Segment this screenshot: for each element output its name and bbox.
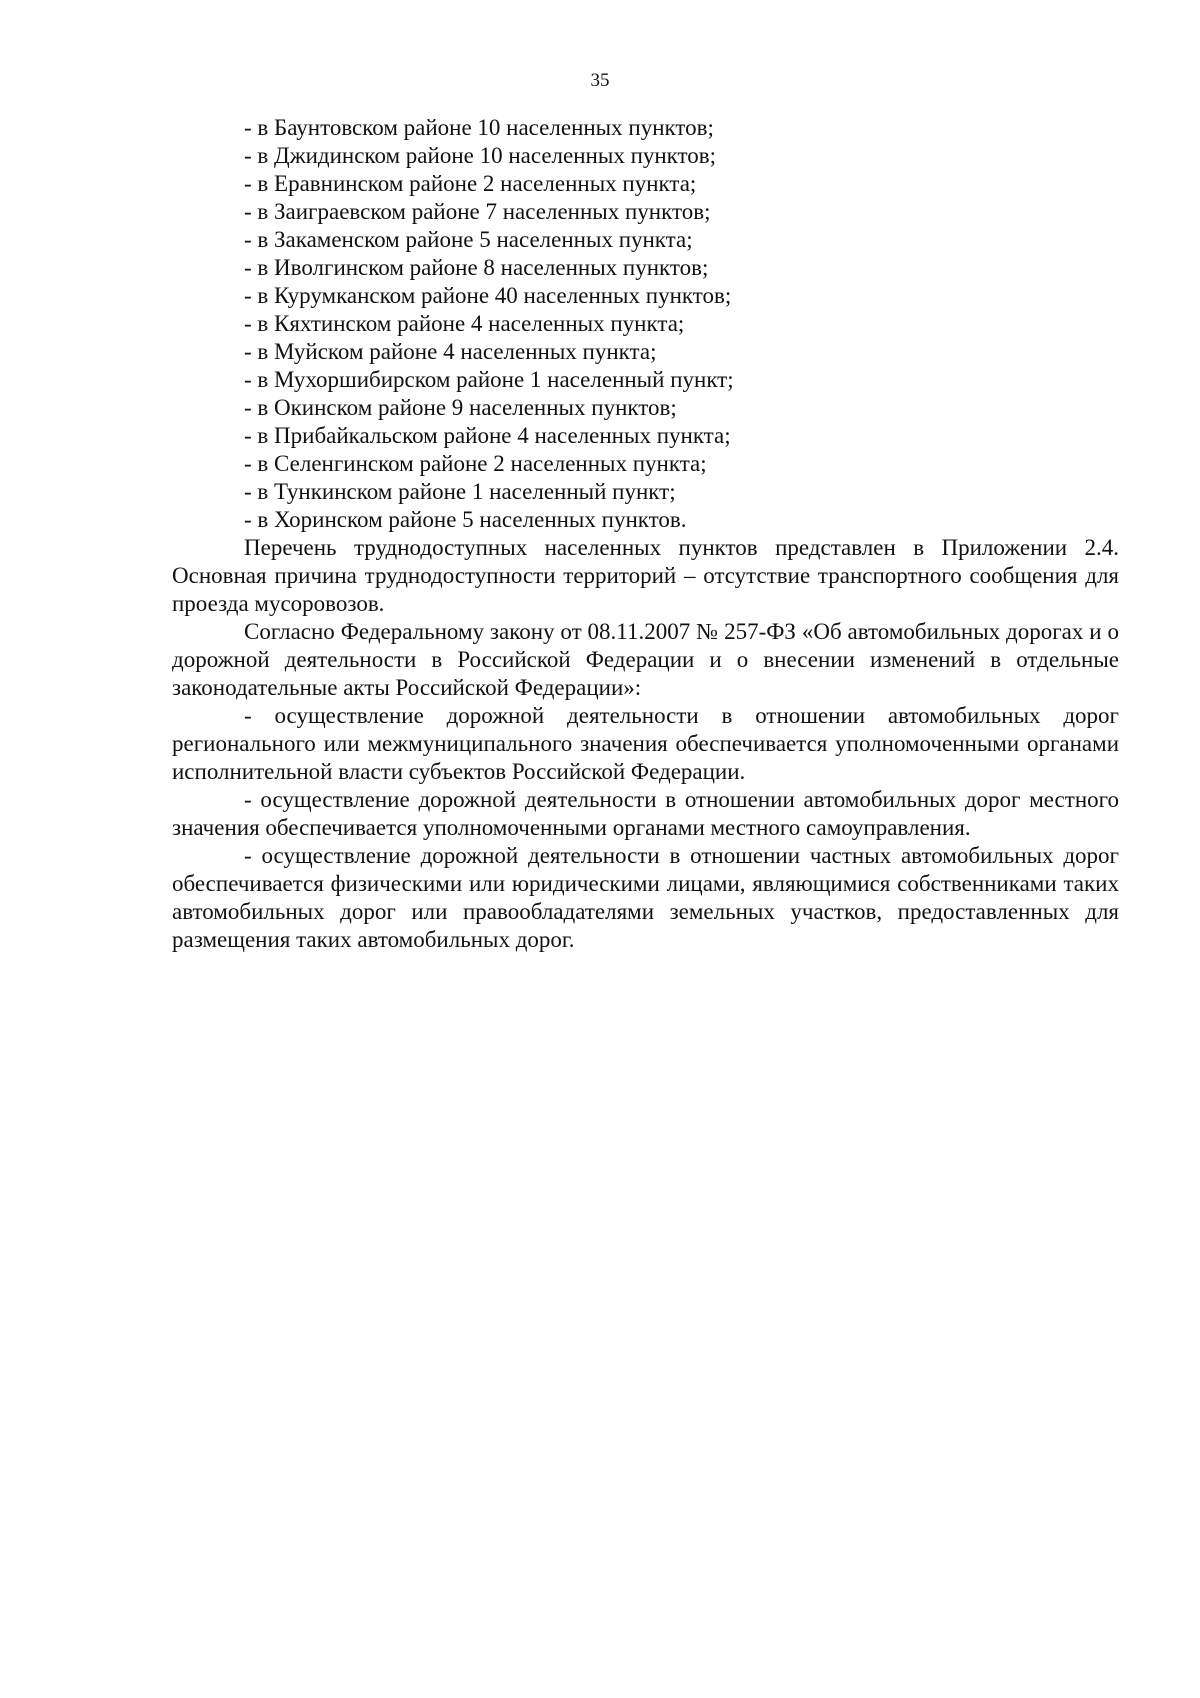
page-number: 35: [590, 70, 610, 91]
list-item: - в Муйском районе 4 населенных пункта;: [244, 339, 657, 364]
list-item: - в Еравнинском районе 2 населенных пункта;: [244, 171, 697, 196]
list-item: - в Заиграевском районе 7 населенных пунктов;: [244, 199, 711, 224]
paragraph-hard-to-reach: Перечень труднодоступных населенных пунктов представлен в Приложении 2.4. Основная причина труднодоступности территорий – отсутствие транспортного сообщения для проезда мусоровозов.: [172, 535, 1119, 616]
list-item: - в Тункинском районе 1 населенный пункт;: [244, 479, 676, 504]
list-item: - в Окинском районе 9 населенных пунктов;: [244, 395, 677, 420]
paragraph-regional-roads: - осуществление дорожной деятельности в отношении автомобильных дорог регионального или межмуниципального значения обеспечивается уполномоченными органами исполнительной власти субъектов Российской Федерации.: [172, 703, 1119, 784]
list-item: - в Селенгинском районе 2 населенных пункта;: [244, 451, 707, 476]
district-list: [172, 114, 1119, 534]
paragraph-federal-law: Согласно Федеральному закону от 08.11.2007 № 257-ФЗ «Об автомобильных дорогах и о дорожной деятельности в Российской Федерации и о внесении изменений в отдельные законодательные акты Российской Федерации»:: [172, 619, 1119, 700]
list-item: - в Хоринском районе 5 населенных пунктов.: [244, 507, 687, 532]
paragraph-private-roads: - осуществление дорожной деятельности в отношении частных автомобильных дорог обеспечивается физическими или юридическими лицами, являющимися собственниками таких автомобильных дорог или правообладателями земельных участков, предоставленных для размещения таких автомобильных дорог.: [172, 843, 1119, 952]
list-item: - в Баунтовском районе 10 населенных пунктов;: [244, 115, 714, 140]
page-content: [172, 114, 1119, 954]
list-item: - в Джидинском районе 10 населенных пунктов;: [244, 143, 717, 168]
list-item: - в Прибайкальском районе 4 населенных пункта;: [244, 423, 731, 448]
list-item: - в Закаменском районе 5 населенных пункта;: [244, 227, 693, 252]
list-item: - в Кяхтинском районе 4 населенных пункта;: [244, 311, 685, 336]
list-item: - в Иволгинском районе 8 населенных пунктов;: [244, 255, 709, 280]
list-item: - в Курумканском районе 40 населенных пунктов;: [244, 283, 732, 308]
paragraph-local-roads: - осуществление дорожной деятельности в отношении автомобильных дорог местного значения обеспечивается уполномоченными органами местного самоуправления.: [172, 787, 1119, 840]
list-item: - в Мухоршибирском районе 1 населенный пункт;: [244, 367, 734, 392]
